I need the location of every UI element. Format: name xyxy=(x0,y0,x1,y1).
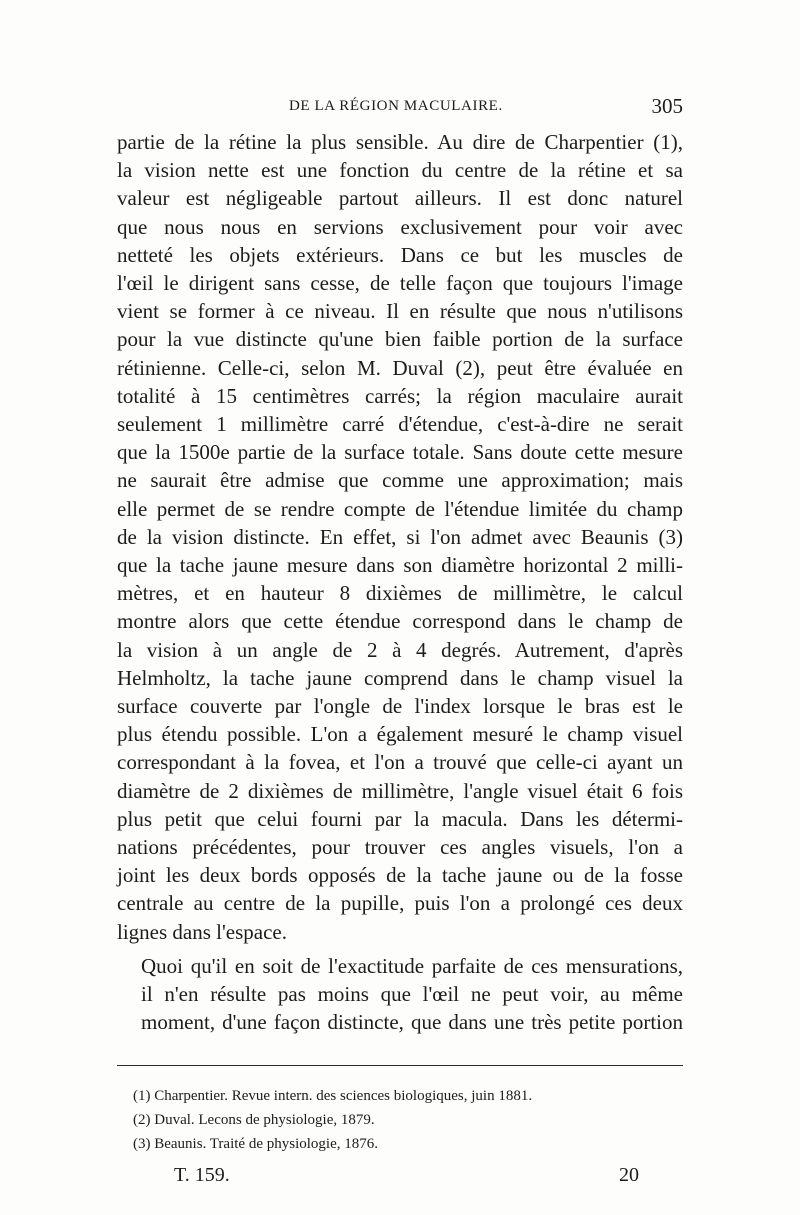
footnotes xyxy=(133,1084,683,1156)
text-line: valeur est négligeable partout ailleurs. Il est donc naturel xyxy=(117,186,683,211)
text-line: plus petit que celui fourni par la macula. Dans les détermi- xyxy=(117,806,683,831)
text-line: mètres, et en hauteur 8 dixièmes de millimètre, le calcul xyxy=(117,581,683,606)
text-line: que la tache jaune mesure dans son diamètre horizontal 2 milli- xyxy=(117,553,683,578)
text-line: partie de la rétine la plus sensible. Au dire de Charpentier (1), xyxy=(117,130,683,154)
running-title: DE LA RÉGION MACULAIRE. xyxy=(289,98,503,114)
text-line: elle permet de se rendre compte de l'étendue limitée du champ xyxy=(117,496,683,521)
text-line: l'œil le dirigent sans cesse, de telle façon que toujours l'image xyxy=(117,271,683,296)
footnote: (2) Duval. Lecons de physiologie, 1879. xyxy=(133,1111,375,1128)
paragraph xyxy=(117,128,683,946)
text-line: Quoi qu'il en soit de l'exactitude parfaite de ces mensurations, xyxy=(141,953,683,978)
page-number: 305 xyxy=(651,94,683,118)
text-line: joint les deux bords opposés de la tache jaune ou de la fosse xyxy=(117,863,683,888)
paragraph xyxy=(117,952,683,1037)
body-text xyxy=(117,128,683,1037)
text-line: que la 1500e partie de la surface totale. Sans doute cette mesure xyxy=(117,440,683,465)
text-line: centrale au centre de la pupille, puis l'on a prolongé ces deux xyxy=(117,891,683,916)
text-line: la vision à un angle de 2 à 4 degrés. Autrement, d'après xyxy=(117,637,683,662)
text-line: lignes dans l'espace. xyxy=(117,919,287,944)
text-line: correspondant à la fovea, et l'on a trouvé que celle-ci ayant un xyxy=(117,750,683,775)
text-line: plus étendu possible. L'on a également mesuré le champ visuel xyxy=(117,722,683,747)
footnote: (1) Charpentier. Revue intern. des sciences biologiques, juin 1881. xyxy=(133,1087,533,1104)
text-line: vient se former à ce niveau. Il en résulte que nous n'utilisons xyxy=(117,299,683,324)
sheet-number: 20 xyxy=(619,1163,639,1186)
footnote: (3) Beaunis. Traité de physiologie, 1876. xyxy=(133,1135,378,1152)
text-line: rétinienne. Celle-ci, selon M. Duval (2), peut être évaluée en xyxy=(117,355,683,380)
text-line: diamètre de 2 dixièmes de millimètre, l'angle visuel était 6 fois xyxy=(117,778,683,803)
running-head xyxy=(117,96,683,128)
text-line: la vision nette est une fonction du centre de la rétine et sa xyxy=(117,158,683,183)
footnote-rule xyxy=(117,1065,683,1066)
text-line: de la vision distincte. En effet, si l'on admet avec Beaunis (3) xyxy=(117,524,683,549)
text-line: Helmholtz, la tache jaune comprend dans le champ visuel la xyxy=(117,665,683,690)
text-line: seulement 1 millimètre carré d'étendue, c'est-à-dire ne serait xyxy=(117,412,683,437)
text-line: nations précédentes, pour trouver ces angles visuels, l'on a xyxy=(117,835,683,860)
text-line: pour la vue distincte qu'une bien faible portion de la surface xyxy=(117,327,683,352)
page xyxy=(117,96,683,1192)
text-line: montre alors que cette étendue correspond dans le champ de xyxy=(117,609,683,634)
text-line: totalité à 15 centimètres carrés; la région maculaire aurait xyxy=(117,383,683,408)
text-line: il n'en résulte pas moins que l'œil ne peut voir, au même xyxy=(141,982,683,1007)
text-line: netteté les objets extérieurs. Dans ce but les muscles de xyxy=(117,242,683,267)
text-line: ne saurait être admise que comme une approximation; mais xyxy=(117,468,683,493)
printer-signature xyxy=(117,1164,683,1192)
volume-mark: T. 159. xyxy=(174,1163,230,1186)
text-line: que nous nous en servions exclusivement pour voir avec xyxy=(117,214,683,239)
text-line: moment, d'une façon distincte, que dans une très petite portion xyxy=(141,1010,683,1035)
text-line: surface couverte par l'ongle de l'index lorsque le bras est le xyxy=(117,694,683,719)
